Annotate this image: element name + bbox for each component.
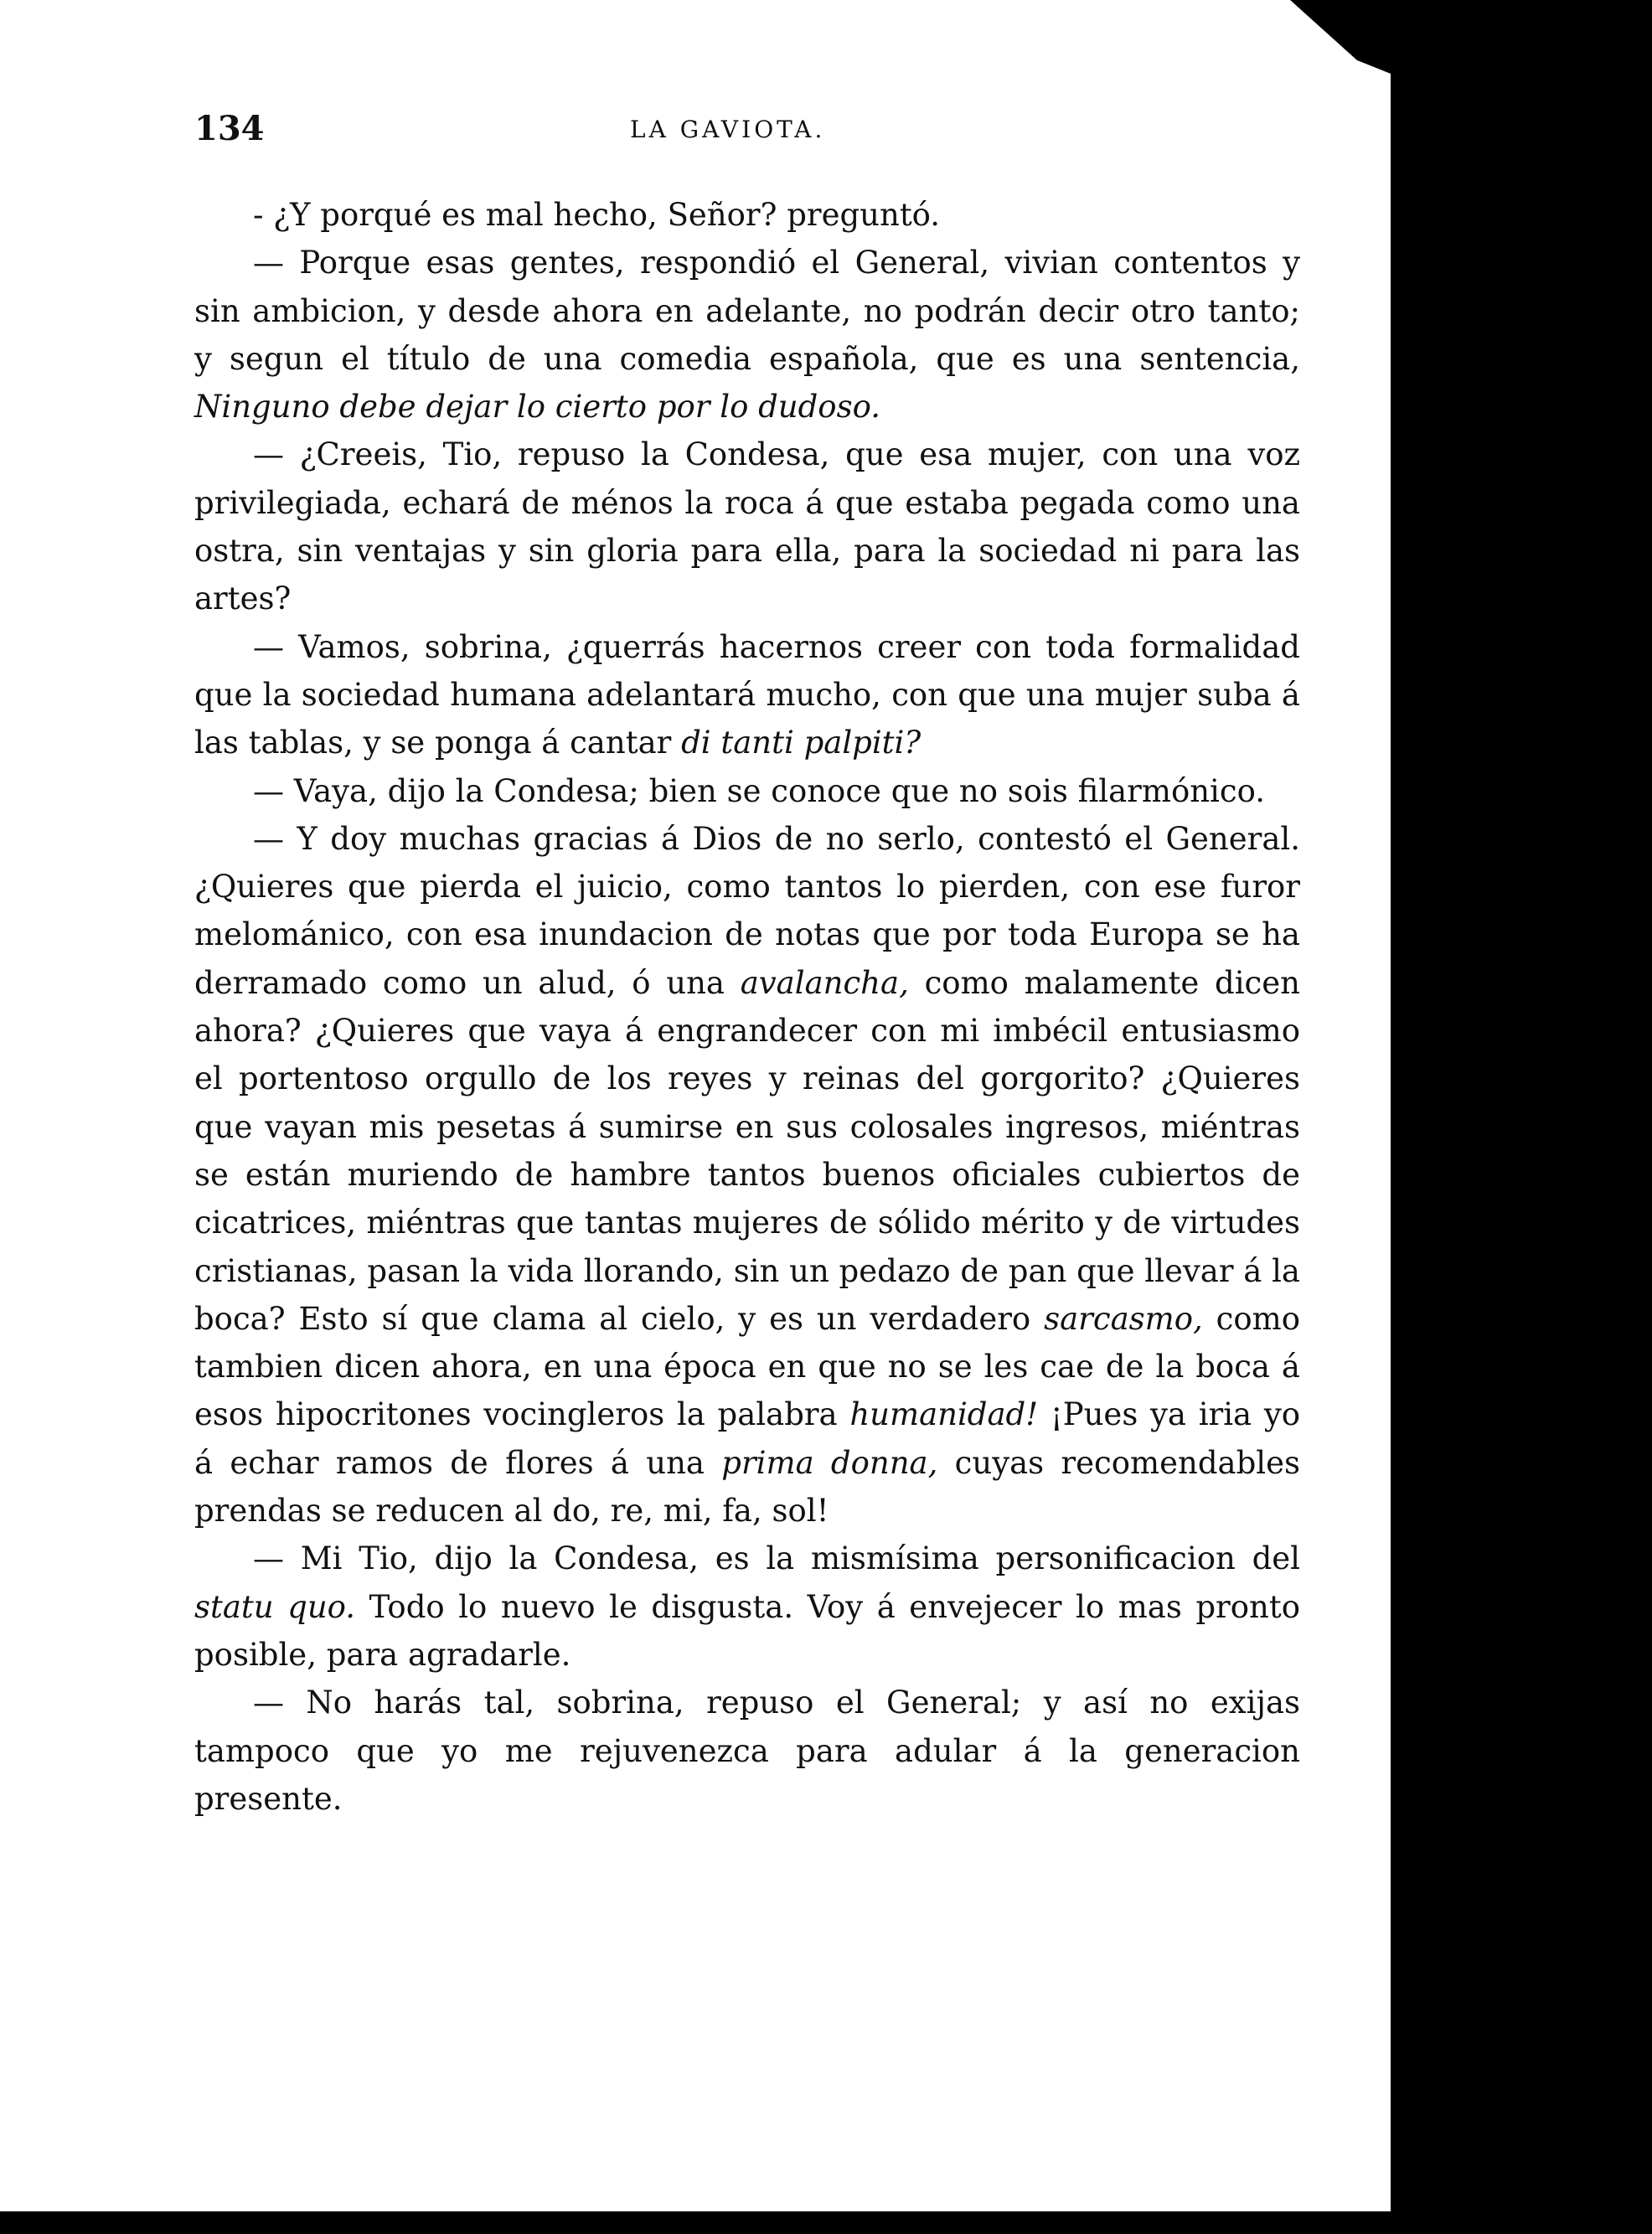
text-run: — No harás tal, sobrina, repuso el General; y así no exijas tampoco que yo me rejuvenezca para adular á la generacion presente. (194, 1685, 1300, 1817)
text-run: — Mi Tio, dijo la Condesa, es la mismísima personificacion del (253, 1540, 1300, 1577)
paragraph (194, 239, 1300, 431)
paragraph (194, 1535, 1300, 1679)
italic-text: sarcasmo, (1044, 1300, 1203, 1337)
paragraph (194, 623, 1300, 767)
text-run: cuyas recomendables prendas se reducen al do, re, mi, fa, sol! (194, 1444, 1300, 1530)
italic-text: di tanti palpiti? (681, 725, 922, 761)
text-run: Todo lo nuevo le disgusta. Voy á envejecer lo mas pronto posible, para agradarle. (194, 1588, 1300, 1673)
italic-text: prima donna, (721, 1444, 938, 1481)
paragraph (194, 191, 1300, 239)
book-title: LA GAVIOTA. (630, 116, 826, 143)
text-run: — ¿Creeis, Tio, repuso la Condesa, que esa mujer, con una voz privilegiada, echará de ménos la roca á que estaba pegada como una ostra, sin ventajas y sin gloria para ella, para la sociedad ni para las artes? (194, 436, 1300, 617)
paragraph (194, 1679, 1300, 1823)
text-run: como malamente dicen ahora? ¿Quieres que vaya á engrandecer con mi imbécil entusiasmo el portentoso orgullo de los reyes y reinas del gorgorito? ¿Quieres que vayan mis pesetas á sumirse en sus colosales ingresos, miéntras se están muriendo de hambre tantos buenos oficiales cubiertos de cicatrices, miéntras que tantas mujeres de sólido mérito y de virtudes cristianas, pasan la vida llorando, sin un pedazo de pan que llevar á la boca? Esto sí que clama al cielo, y es un verdadero (194, 964, 1300, 1337)
scan-border-right (1391, 0, 1652, 2234)
paragraph (194, 815, 1300, 1535)
text-run: como tambien dicen ahora, en una época en que no se les cae de la boca á esos hipocritones vocingleros la palabra (194, 1300, 1300, 1433)
scan-border-bottom (0, 2213, 1652, 2234)
paragraph (194, 767, 1300, 815)
text-run: ¡Pues ya iria yo á echar ramos de flores á una (194, 1396, 1300, 1481)
italic-text: Ninguno debe dejar lo cierto por lo dudoso. (194, 389, 880, 426)
text-run: — Vamos, sobrina, ¿querrás hacernos creer con toda formalidad que la sociedad humana adelantará mucho, con que una mujer suba á las tablas, y se ponga á cantar (194, 628, 1300, 761)
text-run: - ¿Y porqué es mal hecho, Señor? preguntó. (253, 197, 941, 233)
paragraph (194, 431, 1300, 622)
text-run: — Porque esas gentes, respondió el General, vivian contentos y sin ambicion, y desde ahora en adelante, no podrán decir otro tanto; y segun el título de una comedia española, que es una sentencia, (194, 245, 1300, 377)
text-run: — Y doy muchas gracias á Dios de no serlo, contestó el General. ¿Quieres que pierda el juicio, como tantos lo pierden, con ese furor melománico, con esa inundacion de notas que por toda Europa se ha derramado como un alud, ó una (194, 820, 1300, 1001)
text-run: — Vaya, dijo la Condesa; bien se conoce que no sois filarmónico. (253, 772, 1265, 809)
italic-text: statu quo. (194, 1588, 356, 1625)
italic-text: avalancha, (740, 964, 909, 1001)
body-text (194, 191, 1300, 1823)
italic-text: humanidad! (849, 1396, 1039, 1433)
page-number: 134 (194, 109, 265, 148)
